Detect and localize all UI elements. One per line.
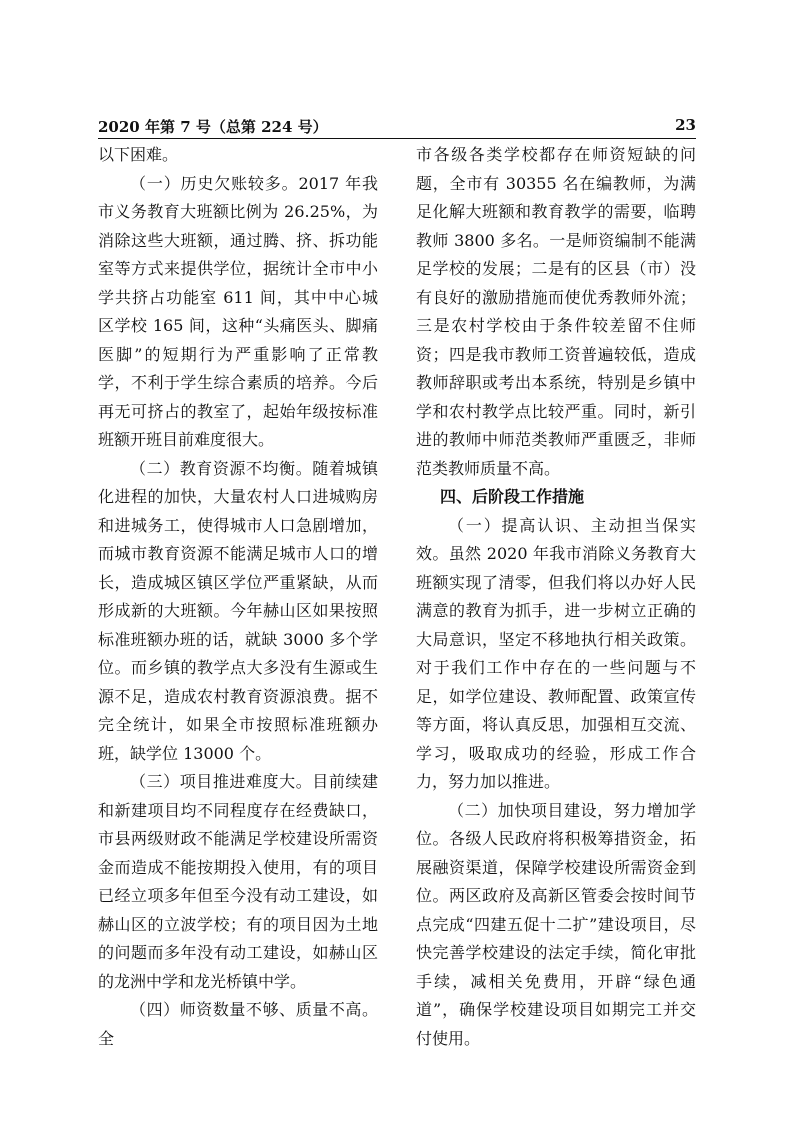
section-heading: 四、后阶段工作措施	[440, 487, 585, 506]
paragraph-raise-awareness: （一）提高认识、主动担当保实效。虽然 2020 年我市消除义务教育大班额实现了清零，但我们将以办好人民满意的教育为抓手，进一步树立正确的大局意识，坚定不移地执行相关政策。对于我们工作中存在的一些问题与不足，如学位建设、教师配置、政策宣传等方面，将认真反思，加强相互交流、学习，吸取成功的经验，形成工作合力，努力加以推进。	[416, 515, 696, 791]
paragraph-project-difficulty: （三）项目推进难度大。目前续建和新建项目均不同程度存在经费缺口，市县两级财政不能满足学校建设所需资金而造成不能按期投入使用，有的项目已经立项多年但至今没有动工建设，如赫山区的立波学校；有的项目因为土地的问题而多年没有动工建设，如赫山区的龙洲中学和龙光桥镇中学。	[98, 772, 378, 991]
paragraph-lead: （二）教育资源不均衡。	[130, 458, 313, 478]
page-number: 23	[675, 116, 696, 134]
page-header	[98, 116, 696, 136]
paragraph-lead: （四）师资数量不够、质量不高。	[130, 1000, 378, 1019]
paragraph-accelerate-projects: （二）加快项目建设，努力增加学位。各级人民政府将积极筹措资金，拓展融资渠道，保障学校建设所需资金到位。两区政府及高新区管委会按时间节点完成“四建五促十二扩”建设项目，尽快完善学校建设的法定手续，简化审批手续，减相关免费用，开辟“绿色通道”，确保学校建设项目如期完工并交付使用。	[416, 800, 696, 1048]
right-column	[416, 141, 696, 1053]
paragraph-teacher-shortage: （四）师资数量不够、质量不高。全	[98, 1000, 378, 1048]
header-rule	[98, 138, 696, 139]
paragraph-teacher-continuation: 市各级各类学校都存在师资短缺的问题，全市有 30355 名在编教师，为满足化解大班额和教育教学的需要，临聘教师 3800 多名。一是师资编制不能满足学校的发展；二是有的区县（市）没有良好的激励措施而使优秀教师外流；三是农村学校由于条件较差留不住师资；四是我市教师工资普遍较低，造成教师辞职或考出本系统，特别是乡镇中学和农村教学点比较严重。同时，新引进的教师中师范类教师严重匮乏，非师范类教师质量不高。	[416, 145, 696, 478]
paragraph-history-debt: （一）历史欠账较多。2017 年我市义务教育大班额比例为 26.25%，为消除这些大班额，通过腾、挤、拆功能室等方式来提供学位，据统计全市中小学共挤占功能室 611 间，其中中心城区学校 165 间，这种“头痛医头、脚痛医脚”的短期行为严重影响了正常教学，不利于学生综合素质的培养。今后再无可挤占的教室了，起始年级按标准班额开班目前难度很大。	[98, 173, 378, 449]
paragraph-lead: （二）加快项目建设，努力增加学位。	[416, 800, 696, 848]
paragraph-resource-imbalance: （二）教育资源不均衡。随着城镇化进程的加快，大量农村人口进城购房和进城务工，使得城市人口急剧增加，而城市教育资源不能满足城市人口的增长，造成城区镇区学位严重紧缺，从而形成新的大班额。今年赫山区如果按照标准班额办班的话，就缺 3000 多个学位。而乡镇的教学点大多没有生源或生源不足，造成农村教育资源浪费。据不完全统计，如果全市按照标准班额办班，缺学位 13000 个。	[98, 458, 378, 763]
issue-label: 2020 年第 7 号（总第 224 号）	[98, 118, 328, 136]
paragraph-lead: （一）提高认识、主动担当保实效。	[416, 515, 696, 563]
left-column	[98, 141, 378, 1053]
paragraph-lead: （三）项目推进难度大。	[130, 772, 313, 791]
paragraph-continuation: 以下困难。	[98, 145, 179, 164]
paragraph-lead: （一）历史欠账较多。	[130, 173, 299, 193]
